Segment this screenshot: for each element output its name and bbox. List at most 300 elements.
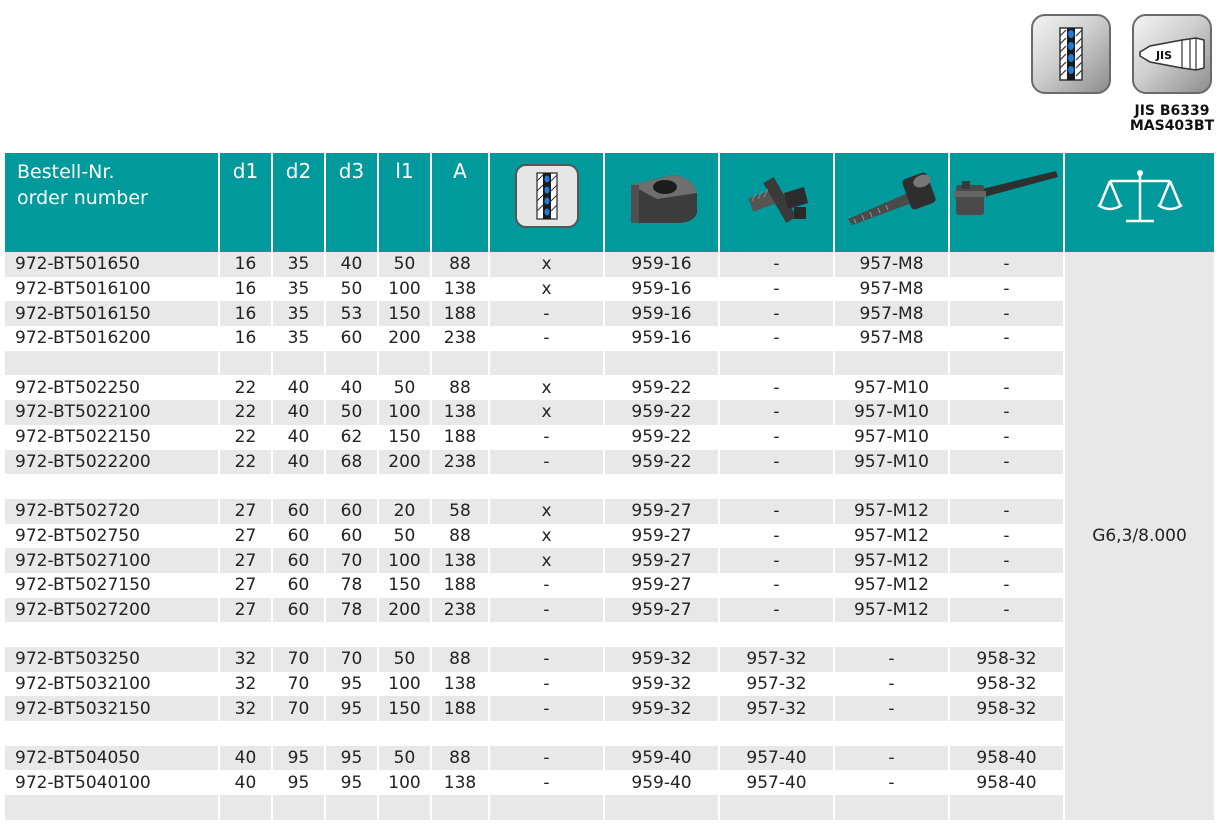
wrench-key-cell xyxy=(950,721,1065,746)
d3-cell: 50 xyxy=(326,277,379,302)
table-row xyxy=(5,573,1214,598)
table-row xyxy=(5,672,1214,697)
l1-cell: 50 xyxy=(379,524,432,549)
adjustment-screw-cell: 957-40 xyxy=(720,770,835,795)
l1-cell: 200 xyxy=(379,598,432,623)
d3-cell xyxy=(326,795,379,820)
adjustment-screw-cell xyxy=(720,795,835,820)
d2-cell: 70 xyxy=(273,672,326,697)
d1-cell: 16 xyxy=(220,326,273,351)
a-cell xyxy=(432,351,490,376)
adjustment-screw-cell xyxy=(720,622,835,647)
a-cell: 58 xyxy=(432,499,490,524)
d2-cell: 40 xyxy=(273,375,326,400)
d1-cell: 16 xyxy=(220,252,273,277)
cap-screw-cell: - xyxy=(835,746,950,771)
d3-cell: 95 xyxy=(326,746,379,771)
d1-cell: 27 xyxy=(220,524,273,549)
order-number-cell: 972-BT5032150 xyxy=(5,696,220,721)
stop-block-column-header xyxy=(605,153,720,252)
l1-cell xyxy=(379,474,432,499)
adjustment-screw-icon xyxy=(732,163,822,229)
stop-block-cell: 959-27 xyxy=(605,499,720,524)
d3-cell xyxy=(326,474,379,499)
d2-cell: 70 xyxy=(273,696,326,721)
d3-cell: 78 xyxy=(326,573,379,598)
a-cell xyxy=(432,622,490,647)
d3-cell: 78 xyxy=(326,598,379,623)
order-number-cell: 972-BT5022100 xyxy=(5,400,220,425)
table-row xyxy=(5,351,1214,376)
l1-cell: 50 xyxy=(379,252,432,277)
d2-cell: 60 xyxy=(273,548,326,573)
adjustment-screw-cell xyxy=(720,721,835,746)
d1-cell: 16 xyxy=(220,277,273,302)
l1-cell xyxy=(379,622,432,647)
d3-cell xyxy=(326,622,379,647)
stop-block-cell xyxy=(605,351,720,376)
order-number-cell: 972-BT5032100 xyxy=(5,672,220,697)
wrench-key-cell: - xyxy=(950,301,1065,326)
l1-cell: 100 xyxy=(379,672,432,697)
table-row xyxy=(5,425,1214,450)
a-cell: 238 xyxy=(432,598,490,623)
table-row xyxy=(5,400,1214,425)
l1-cell: 50 xyxy=(379,375,432,400)
cap-screw-cell: 957-M12 xyxy=(835,598,950,623)
stop-block-cell: 959-27 xyxy=(605,524,720,549)
wrench-key-column-header xyxy=(950,153,1065,252)
coolant-cell: x xyxy=(490,400,605,425)
coolant-cell xyxy=(490,351,605,376)
l1-cell: 100 xyxy=(379,277,432,302)
order-number-cell: 972-BT5016100 xyxy=(5,277,220,302)
stop-block-cell: 959-27 xyxy=(605,548,720,573)
a-cell: 138 xyxy=(432,672,490,697)
l1-cell: 150 xyxy=(379,696,432,721)
d1-cell: 27 xyxy=(220,548,273,573)
coolant-cell: x xyxy=(490,499,605,524)
wrench-key-cell xyxy=(950,795,1065,820)
adjustment-screw-cell: - xyxy=(720,252,835,277)
cap-screw-cell: - xyxy=(835,696,950,721)
coolant-channel-icon xyxy=(514,163,580,229)
a-cell: 138 xyxy=(432,400,490,425)
d3-cell: 60 xyxy=(326,499,379,524)
stop-block-cell: 959-40 xyxy=(605,770,720,795)
coolant-column-header xyxy=(490,153,605,252)
order-number-cell: 972-BT504050 xyxy=(5,746,220,771)
d2-cell: 60 xyxy=(273,598,326,623)
d2-cell: 35 xyxy=(273,301,326,326)
d2-cell: 40 xyxy=(273,450,326,475)
adjustment-screw-cell: - xyxy=(720,524,835,549)
cap-screw-cell xyxy=(835,351,950,376)
d1-cell: 27 xyxy=(220,499,273,524)
d3-cell: 95 xyxy=(326,696,379,721)
order-number-en: order number xyxy=(17,187,148,209)
table-row xyxy=(5,499,1214,524)
d2-cell: 60 xyxy=(273,499,326,524)
a-cell: 238 xyxy=(432,326,490,351)
cap-screw-cell: 957-M10 xyxy=(835,450,950,475)
coolant-cell: - xyxy=(490,672,605,697)
l1-cell: 200 xyxy=(379,450,432,475)
d3-cell: 40 xyxy=(326,375,379,400)
table-row xyxy=(5,474,1214,499)
d2-cell xyxy=(273,474,326,499)
balance-column-header xyxy=(1065,153,1214,252)
wrench-key-cell: 958-32 xyxy=(950,696,1065,721)
wrench-key-cell: 958-32 xyxy=(950,672,1065,697)
order-number-cell: 972-BT5022200 xyxy=(5,450,220,475)
d2-cell xyxy=(273,622,326,647)
adjustment-screw-cell: 957-32 xyxy=(720,672,835,697)
d1-cell: 40 xyxy=(220,770,273,795)
order-number-cell: 972-BT5022150 xyxy=(5,425,220,450)
l1-cell xyxy=(379,351,432,376)
order-number-cell: 972-BT502250 xyxy=(5,375,220,400)
a-cell: 88 xyxy=(432,524,490,549)
d3-cell: 70 xyxy=(326,647,379,672)
adjustment-screw-cell xyxy=(720,351,835,376)
wrench-key-cell: - xyxy=(950,524,1065,549)
table-row xyxy=(5,721,1214,746)
mas-standard-line: MAS403BT xyxy=(1129,118,1215,134)
a-cell xyxy=(432,474,490,499)
d2-cell xyxy=(273,795,326,820)
cap-screw-cell: 957-M12 xyxy=(835,524,950,549)
cap-screw-column-header xyxy=(835,153,950,252)
a-cell: 88 xyxy=(432,647,490,672)
a-cell: 88 xyxy=(432,746,490,771)
order-number-cell xyxy=(5,351,220,376)
d1-cell: 32 xyxy=(220,647,273,672)
order-number-cell: 972-BT5016200 xyxy=(5,326,220,351)
table-row xyxy=(5,524,1214,549)
cap-screw-cell xyxy=(835,474,950,499)
balancing-grade-cell: G6,3/8.000 xyxy=(1065,252,1214,820)
a-cell: 138 xyxy=(432,548,490,573)
a-cell xyxy=(432,721,490,746)
adjustment-screw-cell: - xyxy=(720,499,835,524)
jis-standard-line: JIS B6339 xyxy=(1134,103,1210,119)
a-cell: 188 xyxy=(432,425,490,450)
d1-cell xyxy=(220,474,273,499)
table-row xyxy=(5,598,1214,623)
adjustment-screw-cell: - xyxy=(720,573,835,598)
l1-cell xyxy=(379,721,432,746)
a-cell: 188 xyxy=(432,696,490,721)
adjustment-screw-cell: - xyxy=(720,400,835,425)
d3-cell: 60 xyxy=(326,524,379,549)
d1-cell xyxy=(220,721,273,746)
order-number-cell xyxy=(5,795,220,820)
coolant-channel-icon xyxy=(1031,14,1111,94)
wrench-key-cell: 958-40 xyxy=(950,770,1065,795)
coolant-cell: x xyxy=(490,252,605,277)
coolant-cell: - xyxy=(490,696,605,721)
d2-cell: 95 xyxy=(273,770,326,795)
d1-cell: 22 xyxy=(220,425,273,450)
a-cell: 138 xyxy=(432,770,490,795)
order-number-cell: 972-BT5040100 xyxy=(5,770,220,795)
coolant-cell xyxy=(490,622,605,647)
cap-screw-cell: 957-M8 xyxy=(835,301,950,326)
d3-cell: 95 xyxy=(326,770,379,795)
l1-cell: 100 xyxy=(379,548,432,573)
l1-cell: 150 xyxy=(379,573,432,598)
adjustment-screw-cell: - xyxy=(720,375,835,400)
adjustment-screw-cell: 957-32 xyxy=(720,647,835,672)
d3-cell: 53 xyxy=(326,301,379,326)
d2-cell: 35 xyxy=(273,326,326,351)
l1-cell: 200 xyxy=(379,326,432,351)
coolant-cell: - xyxy=(490,746,605,771)
a-cell: 188 xyxy=(432,573,490,598)
wrench-key-cell: - xyxy=(950,598,1065,623)
order-number-cell xyxy=(5,721,220,746)
a-cell xyxy=(432,795,490,820)
coolant-cell: - xyxy=(490,301,605,326)
table-row xyxy=(5,450,1214,475)
adjustment-screw-cell xyxy=(720,474,835,499)
d3-cell: 40 xyxy=(326,252,379,277)
stop-block-cell: 959-22 xyxy=(605,425,720,450)
cap-screw-cell xyxy=(835,721,950,746)
cap-screw-icon xyxy=(842,163,942,229)
d1-cell: 22 xyxy=(220,375,273,400)
table-row xyxy=(5,770,1214,795)
table-row xyxy=(5,375,1214,400)
coolant-cell: x xyxy=(490,375,605,400)
wrench-key-cell: - xyxy=(950,400,1065,425)
d2-cell: 35 xyxy=(273,252,326,277)
jis-collet-icon xyxy=(1132,14,1212,94)
coolant-cell: - xyxy=(490,326,605,351)
stop-block-cell xyxy=(605,622,720,647)
adjustment-screw-cell: - xyxy=(720,548,835,573)
table-row xyxy=(5,548,1214,573)
table-row xyxy=(5,622,1214,647)
order-number-cell: 972-BT502720 xyxy=(5,499,220,524)
coolant-cell: - xyxy=(490,647,605,672)
adjustment-screw-cell: 957-40 xyxy=(720,746,835,771)
wrench-key-icon xyxy=(952,163,1062,229)
wrench-key-cell: - xyxy=(950,450,1065,475)
cap-screw-cell: 957-M12 xyxy=(835,499,950,524)
cap-screw-cell: - xyxy=(835,672,950,697)
l1-cell: 100 xyxy=(379,400,432,425)
adjustment-screw-cell: - xyxy=(720,450,835,475)
d1-cell: 22 xyxy=(220,400,273,425)
order-number-cell: 972-BT502750 xyxy=(5,524,220,549)
cap-screw-cell: 957-M8 xyxy=(835,326,950,351)
stop-block-cell xyxy=(605,474,720,499)
jis-standard-caption xyxy=(1126,104,1218,134)
adjustment-screw-cell: - xyxy=(720,301,835,326)
stop-block-cell: 959-22 xyxy=(605,450,720,475)
stop-block-cell: 959-22 xyxy=(605,400,720,425)
d3-cell xyxy=(326,721,379,746)
l1-cell: 50 xyxy=(379,647,432,672)
l1-cell: 100 xyxy=(379,770,432,795)
a-cell: 138 xyxy=(432,277,490,302)
table-row xyxy=(5,277,1214,302)
d3-header: d3 xyxy=(326,153,379,252)
d3-cell: 95 xyxy=(326,672,379,697)
d1-cell: 27 xyxy=(220,598,273,623)
cap-screw-cell: 957-M10 xyxy=(835,375,950,400)
d2-cell: 40 xyxy=(273,400,326,425)
d3-cell xyxy=(326,351,379,376)
d2-cell: 60 xyxy=(273,573,326,598)
coolant-cell: - xyxy=(490,425,605,450)
wrench-key-cell: 958-32 xyxy=(950,647,1065,672)
a-cell: 188 xyxy=(432,301,490,326)
cap-screw-cell xyxy=(835,622,950,647)
wrench-key-cell xyxy=(950,474,1065,499)
stop-block-cell: 959-16 xyxy=(605,301,720,326)
cap-screw-cell xyxy=(835,795,950,820)
table-row xyxy=(5,696,1214,721)
stop-block-cell: 959-22 xyxy=(605,375,720,400)
d3-cell: 60 xyxy=(326,326,379,351)
d2-cell: 70 xyxy=(273,647,326,672)
stop-block-cell xyxy=(605,721,720,746)
wrench-key-cell: - xyxy=(950,252,1065,277)
d1-cell: 32 xyxy=(220,696,273,721)
cap-screw-cell: 957-M8 xyxy=(835,277,950,302)
cap-screw-cell: 957-M10 xyxy=(835,425,950,450)
adjustment-screw-cell: 957-32 xyxy=(720,696,835,721)
adjustment-screw-cell: - xyxy=(720,277,835,302)
d2-cell xyxy=(273,721,326,746)
stop-block-cell: 959-32 xyxy=(605,696,720,721)
jis-badge-text: JIS xyxy=(1155,49,1173,62)
a-cell: 88 xyxy=(432,375,490,400)
coolant-cell: - xyxy=(490,598,605,623)
cap-screw-cell: 957-M8 xyxy=(835,252,950,277)
d2-cell: 35 xyxy=(273,277,326,302)
d2-cell xyxy=(273,351,326,376)
coolant-cell xyxy=(490,474,605,499)
stop-block-cell: 959-27 xyxy=(605,573,720,598)
l1-cell xyxy=(379,795,432,820)
order-number-cell: 972-BT5027100 xyxy=(5,548,220,573)
header-row xyxy=(5,153,1214,252)
stop-block-cell: 959-32 xyxy=(605,647,720,672)
coolant-cell: - xyxy=(490,450,605,475)
wrench-key-cell: - xyxy=(950,499,1065,524)
order-number-cell: 972-BT5027200 xyxy=(5,598,220,623)
table-row xyxy=(5,795,1214,820)
table-row xyxy=(5,326,1214,351)
d1-cell: 27 xyxy=(220,573,273,598)
wrench-key-cell: - xyxy=(950,548,1065,573)
l1-cell: 50 xyxy=(379,746,432,771)
l1-cell: 150 xyxy=(379,425,432,450)
adjustment-screw-cell: - xyxy=(720,425,835,450)
wrench-key-cell: - xyxy=(950,375,1065,400)
d1-cell xyxy=(220,795,273,820)
d2-cell: 60 xyxy=(273,524,326,549)
table-row xyxy=(5,252,1214,277)
order-number-cell: 972-BT5027150 xyxy=(5,573,220,598)
wrench-key-cell xyxy=(950,351,1065,376)
adjustment-screw-column-header xyxy=(720,153,835,252)
wrench-key-cell: 958-40 xyxy=(950,746,1065,771)
coolant-cell: - xyxy=(490,770,605,795)
d3-cell: 50 xyxy=(326,400,379,425)
stop-block-cell xyxy=(605,795,720,820)
wrench-key-cell xyxy=(950,622,1065,647)
order-number-cell: 972-BT501650 xyxy=(5,252,220,277)
d1-cell: 32 xyxy=(220,672,273,697)
d2-cell: 40 xyxy=(273,425,326,450)
stop-block-cell: 959-32 xyxy=(605,672,720,697)
order-number-cell xyxy=(5,474,220,499)
d3-cell: 70 xyxy=(326,548,379,573)
table-row xyxy=(5,746,1214,771)
coolant-cell: x xyxy=(490,524,605,549)
l1-cell: 150 xyxy=(379,301,432,326)
adjustment-screw-cell: - xyxy=(720,326,835,351)
stop-block-cell: 959-16 xyxy=(605,277,720,302)
d1-cell xyxy=(220,351,273,376)
order-number-cell: 972-BT5016150 xyxy=(5,301,220,326)
cap-screw-cell: - xyxy=(835,770,950,795)
d1-cell: 22 xyxy=(220,450,273,475)
adjustment-screw-cell: - xyxy=(720,598,835,623)
stop-block-cell: 959-16 xyxy=(605,252,720,277)
d3-cell: 62 xyxy=(326,425,379,450)
cap-screw-cell: - xyxy=(835,647,950,672)
wrench-key-cell: - xyxy=(950,573,1065,598)
table-row xyxy=(5,301,1214,326)
coolant-cell xyxy=(490,721,605,746)
order-number-de: Bestell-Nr. xyxy=(17,161,115,183)
product-table xyxy=(5,153,1214,820)
l1-cell: 20 xyxy=(379,499,432,524)
d1-cell xyxy=(220,622,273,647)
stop-block-cell: 959-16 xyxy=(605,326,720,351)
cap-screw-cell: 957-M10 xyxy=(835,400,950,425)
stop-block-cell: 959-40 xyxy=(605,746,720,771)
d3-cell: 68 xyxy=(326,450,379,475)
a-cell: 238 xyxy=(432,450,490,475)
order-number-cell: 972-BT503250 xyxy=(5,647,220,672)
coolant-cell: x xyxy=(490,548,605,573)
stop-block-icon xyxy=(617,163,707,229)
d1-cell: 40 xyxy=(220,746,273,771)
coolant-cell xyxy=(490,795,605,820)
a-header: A xyxy=(432,153,490,252)
d1-header: d1 xyxy=(220,153,273,252)
order-number-header xyxy=(5,153,220,252)
coolant-cell: - xyxy=(490,573,605,598)
order-number-cell xyxy=(5,622,220,647)
stop-block-cell: 959-27 xyxy=(605,598,720,623)
balance-scale-icon xyxy=(1090,163,1190,229)
d1-cell: 16 xyxy=(220,301,273,326)
a-cell: 88 xyxy=(432,252,490,277)
coolant-cell: x xyxy=(490,277,605,302)
d2-cell: 95 xyxy=(273,746,326,771)
table-row xyxy=(5,647,1214,672)
d2-header: d2 xyxy=(273,153,326,252)
cap-screw-cell: 957-M12 xyxy=(835,548,950,573)
